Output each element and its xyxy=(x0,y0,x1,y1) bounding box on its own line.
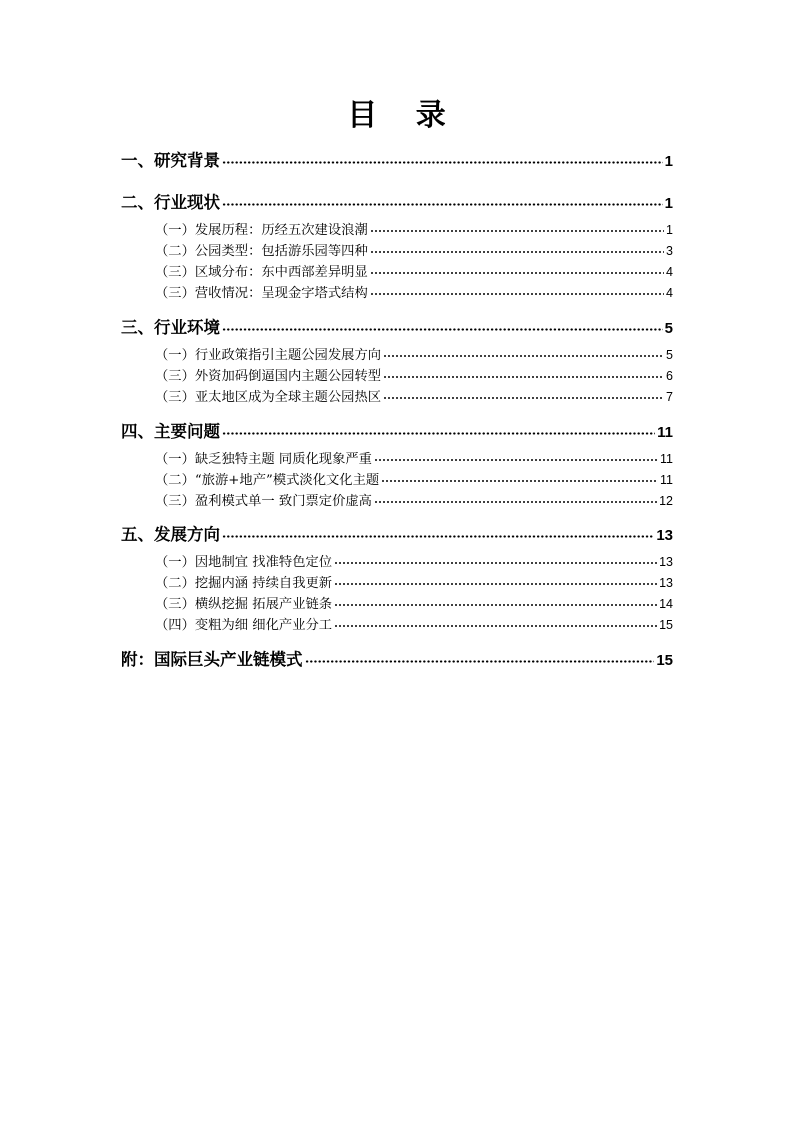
dot-leader xyxy=(334,595,657,608)
toc-entry-label: （三）盈利模式单一 致门票定价虚高 xyxy=(155,494,372,510)
toc-entry-label: 四、主要问题 xyxy=(121,421,220,441)
toc-page-number: 15 xyxy=(659,618,673,633)
toc-entry-label: 三、行业环境 xyxy=(121,317,220,337)
toc-section-entry[interactable] xyxy=(121,420,673,444)
toc-subsection-entry[interactable] xyxy=(155,595,673,614)
toc-entry-label: （三）区域分布：东中西部差异明显 xyxy=(155,265,368,281)
dot-leader xyxy=(222,523,654,540)
toc-subsection-entry[interactable] xyxy=(155,346,673,365)
toc-page-number: 5 xyxy=(664,319,673,337)
toc-entry-label: （一）发展历程：历经五次建设浪潮 xyxy=(155,223,368,239)
toc-subsection-entry[interactable] xyxy=(155,367,673,386)
dot-leader xyxy=(334,574,657,587)
toc-page-number: 11 xyxy=(657,423,673,441)
toc-page-number: 11 xyxy=(660,473,673,488)
toc-section-entry[interactable] xyxy=(121,316,673,340)
dot-leader xyxy=(370,221,664,234)
dot-leader xyxy=(334,616,657,629)
dot-leader xyxy=(383,367,664,380)
toc-page-number: 4 xyxy=(666,265,673,280)
toc-page-number: 12 xyxy=(659,494,673,509)
toc-entry-label: （三）亚太地区成为全球主题公园热区 xyxy=(155,390,382,406)
dot-leader xyxy=(222,420,655,437)
toc-entry-label: （一）行业政策指引主题公园发展方向 xyxy=(155,348,382,364)
toc-entry-label: （四）变粗为细 细化产业分工 xyxy=(155,618,333,634)
dot-leader xyxy=(374,450,658,463)
toc-entry-label: （三）营收情况：呈现金字塔式结构 xyxy=(155,286,368,302)
toc-section-entry[interactable] xyxy=(121,191,673,215)
toc-section-entry[interactable] xyxy=(121,523,673,547)
toc-page-number: 6 xyxy=(666,369,673,384)
toc-subsection-entry[interactable] xyxy=(155,242,673,261)
dot-leader xyxy=(222,191,663,208)
toc-entry-label: （二）公园类型：包括游乐园等四种 xyxy=(155,244,368,260)
toc-entry-label: 附：国际巨头产业链模式 xyxy=(121,649,303,669)
dot-leader xyxy=(334,553,657,566)
dot-leader xyxy=(222,149,663,166)
toc-section-entry[interactable] xyxy=(121,648,673,672)
toc-page-number: 3 xyxy=(666,244,673,259)
dot-leader xyxy=(305,648,655,665)
toc-page-number: 4 xyxy=(666,286,673,301)
toc-subsection-entry[interactable] xyxy=(155,221,673,240)
toc-page-number: 1 xyxy=(664,194,673,212)
toc-entry-label: （三）外资加码倒逼国内主题公园转型 xyxy=(155,369,382,385)
dot-leader xyxy=(370,263,664,276)
toc-page-number: 15 xyxy=(656,651,673,669)
dot-leader xyxy=(374,492,657,505)
toc-subsection-entry[interactable] xyxy=(155,388,673,407)
toc-page-number: 7 xyxy=(666,390,673,405)
dot-leader xyxy=(383,346,664,359)
toc-subsection-entry[interactable] xyxy=(155,616,673,635)
dot-leader xyxy=(381,471,658,484)
toc-page-number: 5 xyxy=(666,348,673,363)
toc-page-number: 11 xyxy=(660,452,673,467)
toc-entry-label: 五、发展方向 xyxy=(121,524,220,544)
toc-title: 目 录 xyxy=(347,98,460,133)
toc-page-number: 1 xyxy=(666,223,673,238)
toc-entry-label: 一、研究背景 xyxy=(121,150,220,170)
toc-entry-label: （三）横纵挖掘 拓展产业链条 xyxy=(155,597,333,613)
toc-page-number: 13 xyxy=(656,526,673,544)
dot-leader xyxy=(370,284,664,297)
toc-subsection-entry[interactable] xyxy=(155,284,673,303)
toc-subsection-entry[interactable] xyxy=(155,553,673,572)
toc-subsection-entry[interactable] xyxy=(155,263,673,282)
toc-page-number: 1 xyxy=(664,152,673,170)
toc-page-number: 13 xyxy=(659,576,673,591)
dot-leader xyxy=(383,388,664,401)
toc-subsection-entry[interactable] xyxy=(155,471,673,490)
toc-entry-label: （一）缺乏独特主题 同质化现象严重 xyxy=(155,452,372,468)
toc-entry-label: （二）挖掘内涵 持续自我更新 xyxy=(155,576,333,592)
toc-page-number: 13 xyxy=(659,555,673,570)
toc-entry-label: （二）“旅游+地产”模式淡化文化主题 xyxy=(155,473,380,489)
dot-leader xyxy=(222,316,663,333)
toc-subsection-entry[interactable] xyxy=(155,574,673,593)
toc-entry-label: （一）因地制宜 找准特色定位 xyxy=(155,555,333,571)
toc-page-number: 14 xyxy=(659,597,673,612)
dot-leader xyxy=(370,242,664,255)
toc-subsection-entry[interactable] xyxy=(155,492,673,511)
toc-section-entry[interactable] xyxy=(121,149,673,173)
toc-entry-label: 二、行业现状 xyxy=(121,192,220,212)
toc-subsection-entry[interactable] xyxy=(155,450,673,469)
